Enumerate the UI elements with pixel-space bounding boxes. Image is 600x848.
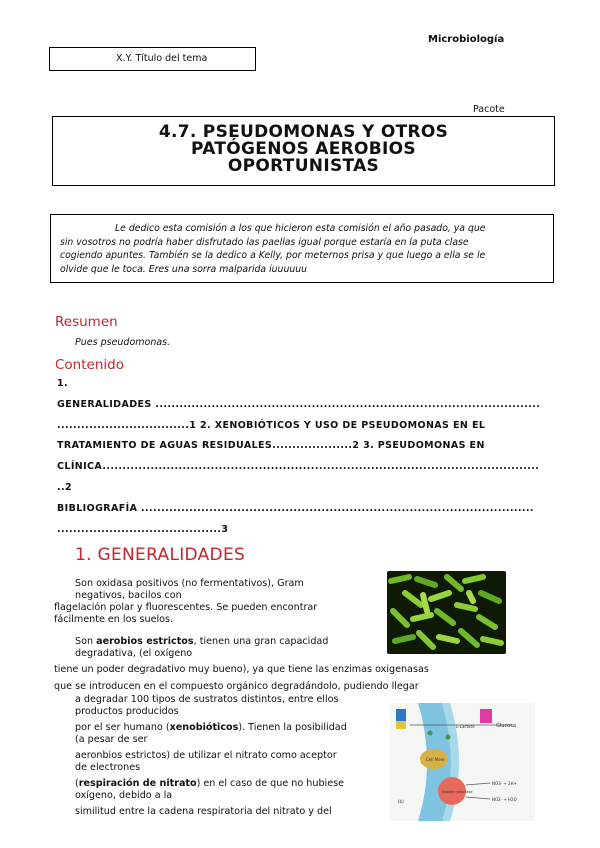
paragraph-1-cont <box>54 602 384 625</box>
p2-line-4: que se introducen en el compuesto orgánico degradándolo, pudiendo llegar <box>54 680 419 692</box>
resumen-text: Pues pseudomonas. <box>75 337 171 348</box>
p2-line-7 <box>75 722 385 734</box>
diagram-no3-label: NO3- + 2H+ <box>492 781 517 786</box>
p2-bold-respiracion: respiración de nitrato <box>78 778 197 789</box>
p1-line-1: Son oxidasa positivos (no fermentativos), Gram <box>75 578 304 589</box>
diagram-nitrate-label: Nitrate reductase <box>442 790 473 794</box>
diagram-b-label: (b) <box>398 799 404 804</box>
toc-line[interactable]: TRATAMIENTO DE AGUAS RESIDUALES....................2 3. PSEUDOMONAS EN <box>57 440 485 452</box>
bacteria-micrograph <box>387 571 506 654</box>
p1-line-4: fácilmente en los suelos. <box>54 613 174 625</box>
p2-line-12: oxígeno, debido a la <box>75 789 173 801</box>
paragraph-2-wide <box>54 664 474 692</box>
subject-label: Microbiología <box>428 34 505 45</box>
p2-line-5: a degradar 100 tipos de sustratos distintos, entre ellos <box>75 694 339 705</box>
section-heading-generalidades: 1. GENERALIDADES <box>75 545 246 565</box>
p1-line-3: flagelación polar y fluorescentes. Se pueden encontrar <box>54 602 318 613</box>
p2-text-b: , tienen una gran capacidad <box>193 636 329 647</box>
title-line-1: 4.7. PSEUDOMONAS Y OTROS <box>158 122 449 142</box>
dedication-line-1: Le dedico esta comisión a los que hicieron esta comisión el año pasado, ya que <box>115 223 486 234</box>
toc-line[interactable]: GENERALIDADES ................................................................................................ <box>57 398 541 410</box>
p2-bold-xenobioticos: xenobióticos <box>169 722 239 733</box>
p2-line-8: (a pesar de ser <box>75 733 148 745</box>
p2-line-7a: por el ser humano ( <box>75 722 170 733</box>
title-line-2: PATÓGENOS AEROBIOS <box>191 139 416 159</box>
toc-line[interactable]: CLÍNICA............................................................................................................. <box>57 461 540 473</box>
dedication-line-3: cogiendo apuntes. También se la dedico a Kelly, por meternos prisa y que luego a ella se le <box>60 250 486 262</box>
diagram-no2-label: NO2- + H2O <box>492 797 517 802</box>
dedication-line-4: olvide que le toca. Eres una sorra malparida iuuuuuu <box>60 263 308 275</box>
p2-line-9: aeronbios estrictos) de utilizar el nitrato como aceptor <box>75 750 337 761</box>
title-line-3: OPORTUNISTAS <box>227 156 380 176</box>
p2-line-6: productos producidos <box>75 705 179 717</box>
toc-line[interactable]: 1. <box>57 378 69 389</box>
author-label: Pacote <box>473 104 505 115</box>
p2-bold-aerobios: aerobios estrictos <box>96 636 194 647</box>
resumen-heading: Resumen <box>55 314 118 330</box>
diagram-cellmem-label: Cell Mem <box>426 757 445 762</box>
toc-line[interactable]: BIBLIOGRAFÍA .................................................................................................. <box>57 502 534 514</box>
toc-line[interactable]: ..2 <box>57 481 73 493</box>
toc-line[interactable]: .........................................3 <box>57 523 229 535</box>
p2-line-7b: ). Tienen la posibilidad <box>238 722 347 733</box>
dedication-line-2: sin vosotros no podría haber disfrutado las paellas igual porque estaría en la puta clase <box>60 236 469 248</box>
table-of-contents <box>57 374 549 540</box>
p2-line-13: similitud entre la cadena respiratoria del nitrato y del <box>75 806 332 817</box>
paragraph-2-narrow <box>75 694 385 818</box>
p2-line-10: de electrones <box>75 761 141 773</box>
p2-text-a: Son <box>75 636 97 647</box>
topic-box <box>49 47 256 71</box>
respiration-diagram <box>390 703 535 821</box>
diagram-lactate-label: L-Lactate <box>456 724 475 729</box>
toc-line[interactable]: .................................1 2. XENOBIÓTICOS Y USO DE PSEUDOMONAS EN EL <box>57 419 486 431</box>
dedication-box <box>50 214 554 283</box>
p2-line-3: tiene un poder degradativo muy bueno), ya que tiene las enzimas oxigenasas <box>54 664 429 675</box>
topic-label: X.Y. Título del tema <box>116 53 208 64</box>
p2-line-11b: ) en el caso de que no hubiese <box>196 778 345 789</box>
paragraph-1 <box>75 578 345 601</box>
contenido-heading: Contenido <box>55 357 124 373</box>
p1-line-2: negativos, bacilos con <box>75 589 182 601</box>
page-title <box>52 116 555 186</box>
p2-line-11a: ( <box>75 778 79 789</box>
paragraph-2 <box>75 636 385 663</box>
diagram-substrate-label: Glucosa <box>496 723 516 729</box>
p2-line-2: degradativa, (el oxígeno <box>75 647 193 659</box>
